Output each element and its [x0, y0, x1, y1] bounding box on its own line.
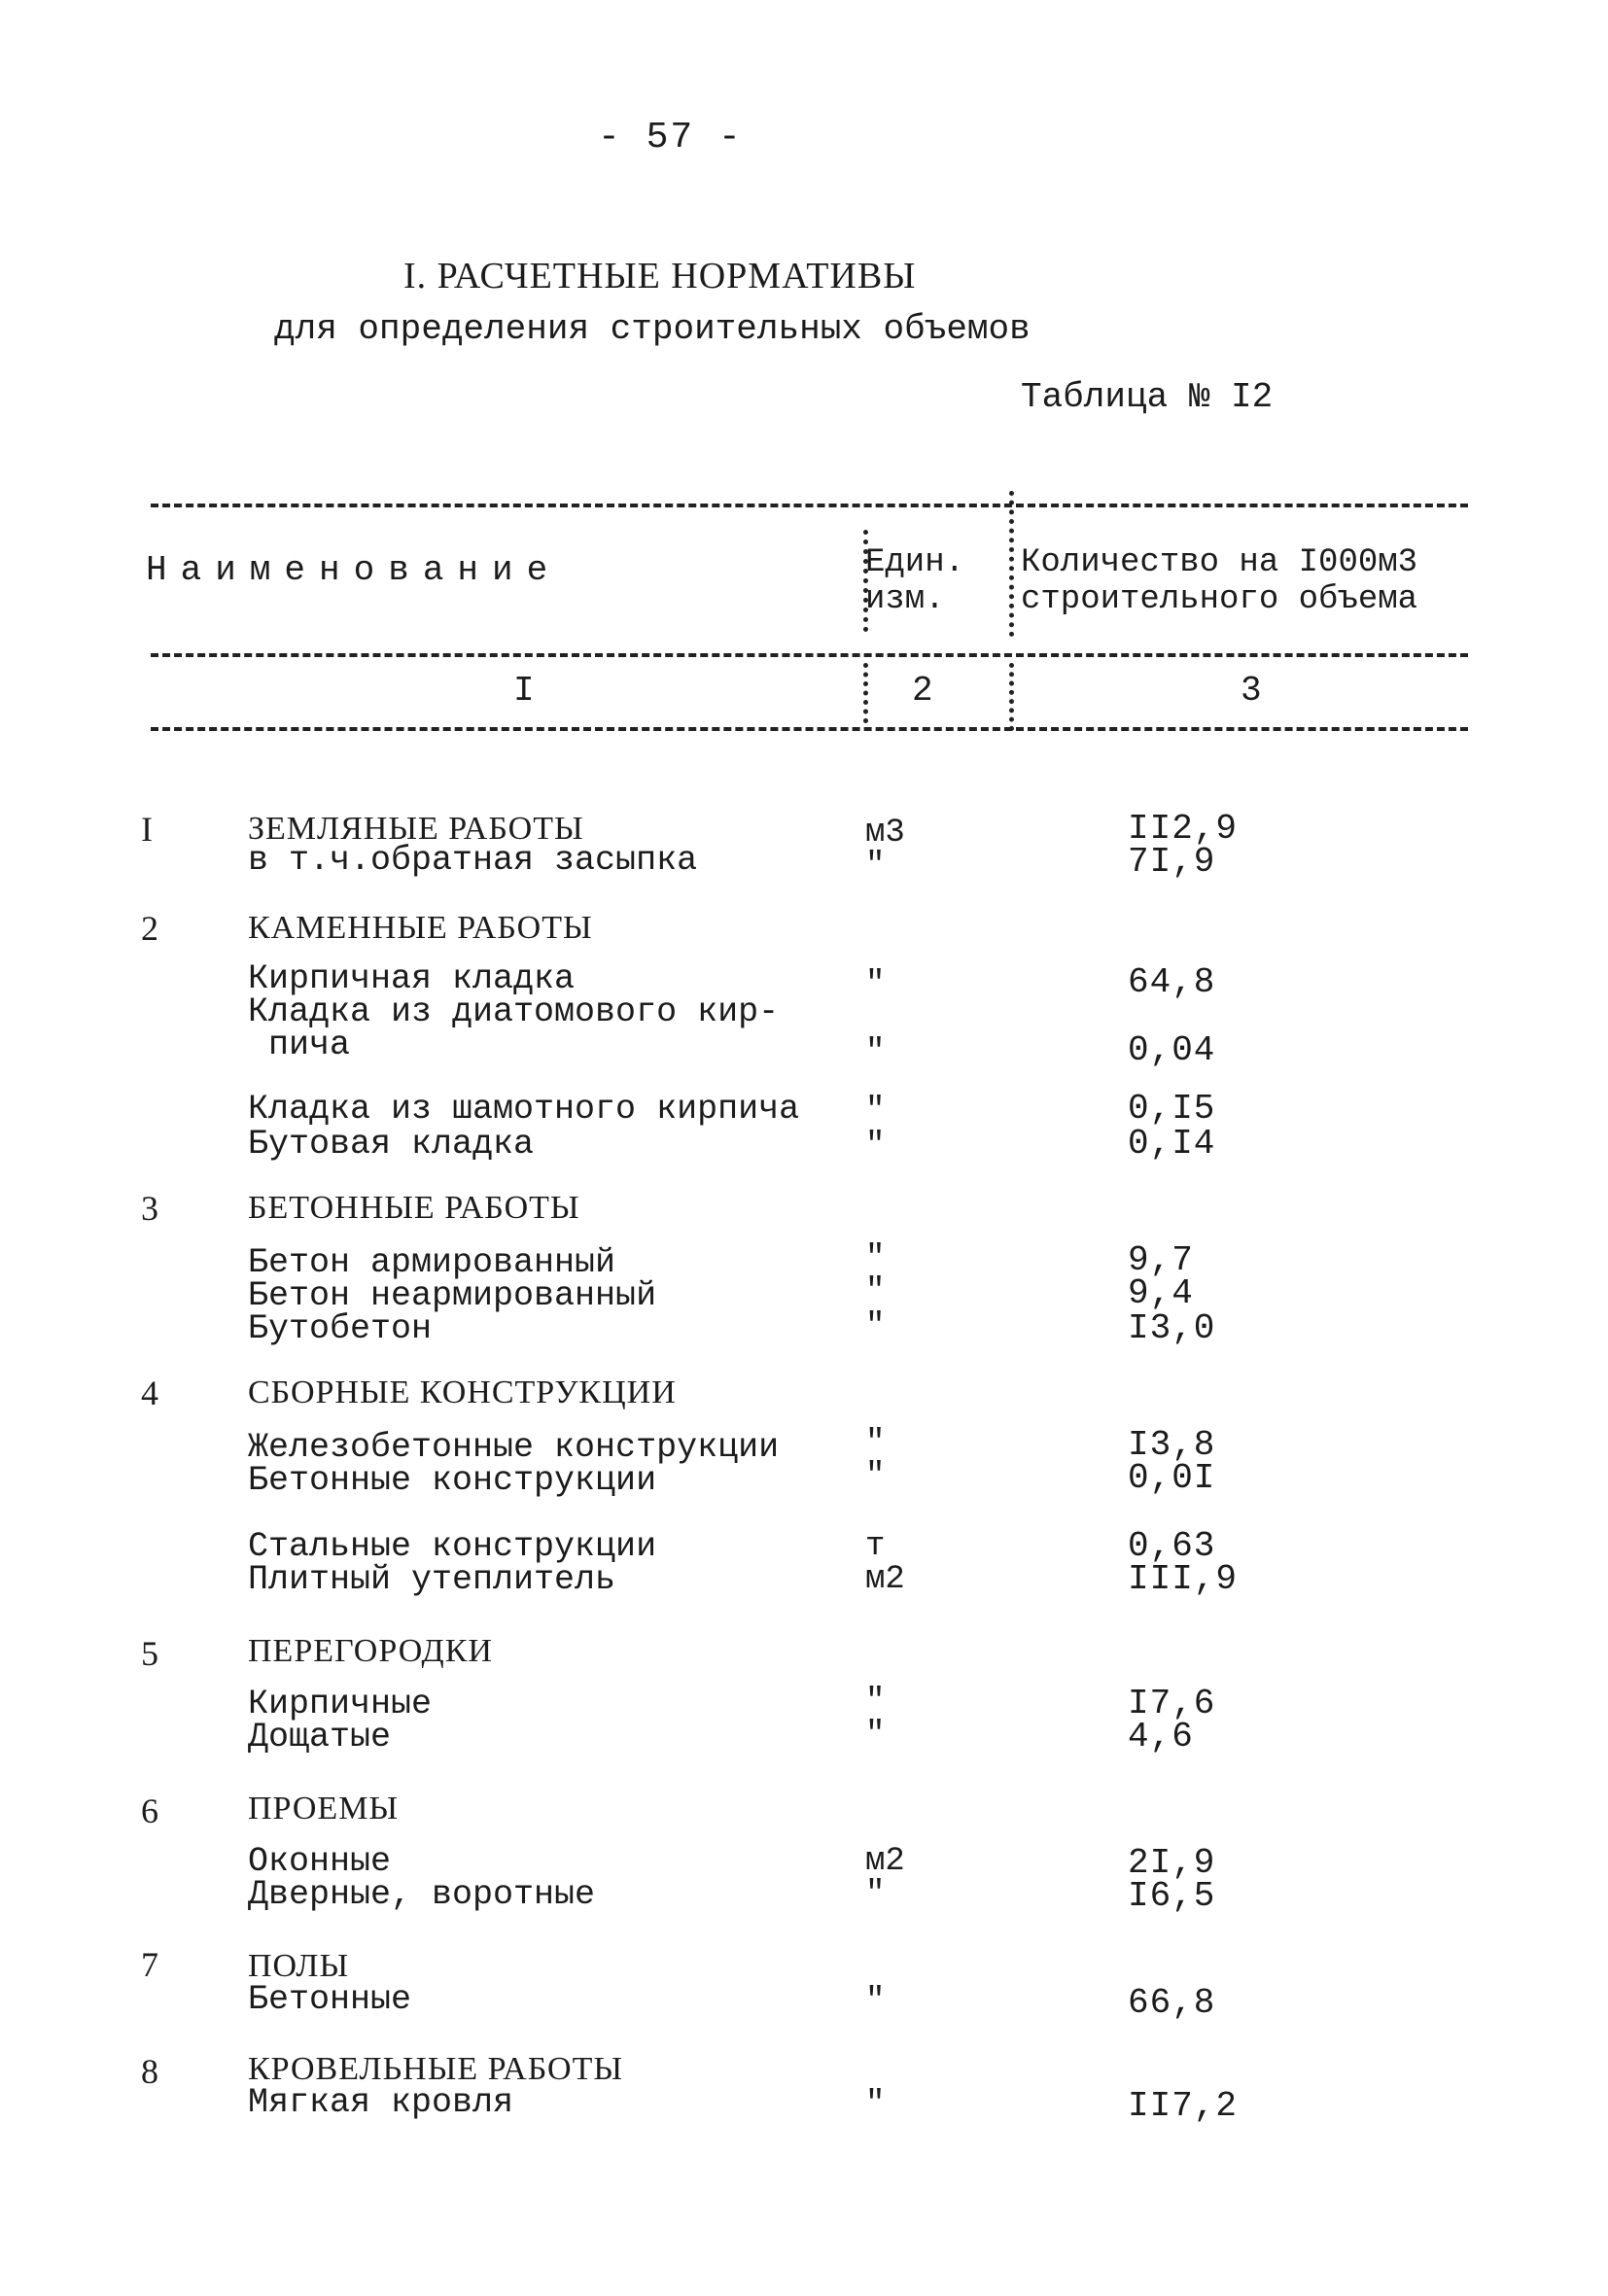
row-quantity: 0,63	[1128, 1526, 1216, 1566]
row-quantity: 9,7	[1128, 1240, 1194, 1280]
row-unit: м2	[865, 1561, 905, 1598]
row-quantity: II2,9	[1128, 809, 1239, 849]
section-title: БЕТОННЫЕ РАБОТЫ	[248, 1190, 580, 1226]
row-unit: "	[865, 1684, 886, 1721]
section-title: ЗЕМЛЯНЫЕ РАБОТЫ	[248, 811, 584, 847]
row-quantity: 7I,9	[1128, 842, 1216, 882]
row-name: Кирпичная кладка	[248, 959, 576, 998]
row-quantity: 0,I4	[1128, 1124, 1216, 1164]
page-number: - 57 -	[598, 117, 743, 158]
section-title: ПОЛЫ	[248, 1948, 350, 1984]
row-name: Железобетонные конструкции	[248, 1428, 780, 1467]
row-unit: "	[865, 1308, 886, 1345]
table-label: Таблица № I2	[1021, 377, 1274, 417]
row-quantity: 9,4	[1128, 1273, 1194, 1313]
section-number: 4	[141, 1374, 158, 1412]
section-number: 8	[141, 2052, 158, 2091]
column-header-quantity	[1021, 544, 1417, 618]
row-quantity: 2I,9	[1128, 1843, 1216, 1883]
column-divider-3	[863, 663, 868, 723]
column-divider-4	[1009, 663, 1014, 731]
row-unit: "	[865, 2086, 886, 2123]
row-quantity: 4,6	[1128, 1717, 1194, 1757]
header-rule-middle	[151, 653, 1468, 657]
row-unit: м3	[865, 815, 905, 852]
row-name: Стальные конструкции	[248, 1527, 657, 1566]
row-name: Бетонные	[248, 1980, 412, 2019]
row-unit: "	[865, 1034, 886, 1071]
row-name: Оконные	[248, 1842, 392, 1881]
row-name: Бетон неармированный	[248, 1276, 657, 1315]
row-name: Бетонные конструкции	[248, 1461, 657, 1500]
row-unit: "	[865, 1273, 886, 1310]
row-unit: "	[865, 1717, 886, 1754]
unit-header-line1: Един.	[865, 544, 965, 581]
row-name: в т.ч.обратная засыпка	[248, 841, 698, 880]
row-quantity: II7,2	[1128, 2086, 1239, 2126]
row-quantity: I3,8	[1128, 1425, 1216, 1465]
row-unit: "	[865, 1458, 886, 1495]
row-name: Дверные, воротные	[248, 1875, 596, 1914]
document-title: I. РАСЧЕТНЫЕ НОРМАТИВЫ	[403, 256, 917, 296]
column-divider-2	[1009, 491, 1014, 637]
unit-header-line2: изм.	[865, 581, 945, 618]
column-number-2: 2	[912, 671, 933, 711]
column-number-1: I	[513, 671, 535, 711]
header-rule-bottom	[151, 727, 1468, 731]
row-name: Бутовая кладка	[248, 1125, 535, 1164]
row-name: Кладка из диатомового кир- пича	[248, 992, 780, 1064]
header-rule-top	[151, 504, 1468, 507]
row-unit: м2	[865, 1843, 905, 1880]
section-title: КРОВЕЛЬНЫЕ РАБОТЫ	[248, 2051, 623, 2087]
qty-header-line2: строительного объема	[1021, 581, 1418, 618]
row-name: Дощатые	[248, 1718, 392, 1757]
column-header-unit	[865, 544, 964, 618]
row-quantity: 0,0I	[1128, 1458, 1216, 1498]
section-title: ПРОЕМЫ	[248, 1791, 400, 1826]
row-quantity: 64,8	[1128, 962, 1216, 1002]
section-number: 2	[141, 909, 158, 948]
section-title: КАМЕННЫЕ РАБОТЫ	[248, 910, 593, 946]
row-unit: "	[865, 1128, 886, 1165]
row-unit: "	[865, 848, 886, 885]
row-name: Кладка из шамотного кирпича	[248, 1090, 800, 1129]
row-quantity: I3,0	[1128, 1308, 1216, 1348]
row-name: Бутобетон	[248, 1309, 433, 1348]
row-quantity: 0,04	[1128, 1030, 1216, 1070]
column-number-3: 3	[1241, 671, 1262, 711]
document-subtitle: для определения строительных объемов	[274, 309, 1031, 349]
row-name: Плитный утеплитель	[248, 1560, 616, 1599]
section-number: 5	[141, 1634, 158, 1673]
row-unit: "	[865, 1093, 886, 1130]
row-name: Бетон армированный	[248, 1243, 616, 1282]
section-number: 6	[141, 1792, 158, 1830]
section-number: I	[141, 810, 153, 849]
row-name: Кирпичные	[248, 1685, 433, 1723]
row-quantity: I6,5	[1128, 1876, 1216, 1916]
row-unit: "	[865, 1425, 886, 1462]
row-name: Мягкая кровля	[248, 2083, 514, 2122]
qty-header-line1: Количество на I000м3	[1021, 544, 1418, 581]
row-quantity: I7,6	[1128, 1684, 1216, 1723]
column-header-name: Наименование	[146, 550, 562, 590]
row-unit: "	[865, 1983, 886, 2020]
row-quantity: III,9	[1128, 1559, 1239, 1599]
section-number: 3	[141, 1189, 158, 1228]
row-quantity: 0,I5	[1128, 1089, 1216, 1129]
row-unit: т	[865, 1528, 886, 1565]
row-quantity: 66,8	[1128, 1983, 1216, 2023]
section-number: 7	[141, 1945, 158, 1984]
row-unit: "	[865, 966, 886, 1003]
section-title: ПЕРЕГОРОДКИ	[248, 1633, 493, 1669]
row-unit: "	[865, 1876, 886, 1913]
row-unit: "	[865, 1240, 886, 1277]
section-title: СБОРНЫЕ КОНСТРУКЦИИ	[248, 1374, 677, 1410]
